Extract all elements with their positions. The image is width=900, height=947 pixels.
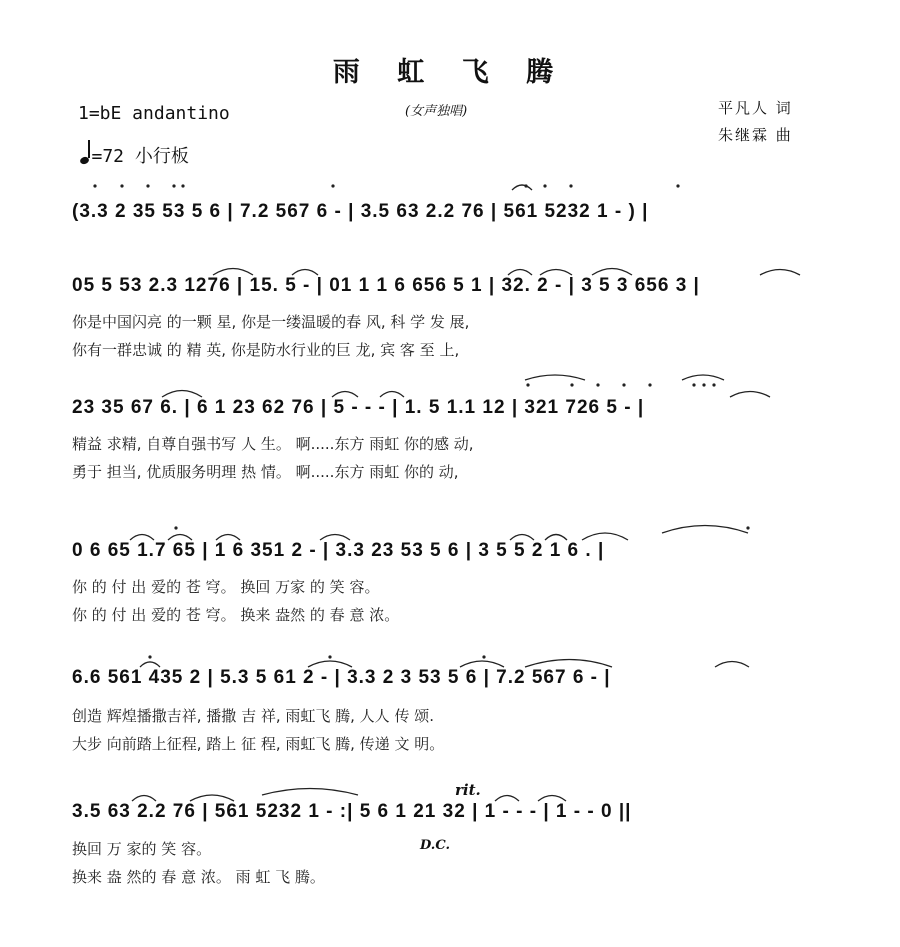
slur-mark: [460, 661, 504, 667]
slur-mark: [332, 392, 358, 398]
slur-mark: [508, 270, 532, 276]
score-line-6-notes: 3.5 63 2.2 76 | 561 5232 1 - :| 5 6 1 21 32 | 1 - - - | 1 - - 0 ||: [72, 801, 632, 822]
score-line-5-lyrics-verse-1: 创造 辉煌播撒吉祥, 播撒 吉 祥, 雨虹飞 腾, 人人 传 颂.: [72, 707, 434, 725]
dc-marking: D.C.: [420, 838, 450, 853]
octave-dot: [120, 184, 123, 187]
slur-mark: [130, 535, 154, 541]
slur-mark: [308, 661, 352, 667]
score-line-5-lyrics-verse-2: 大步 向前踏上征程, 踏上 征 程, 雨虹飞 腾, 传递 文 明。: [72, 735, 445, 753]
octave-dot: [676, 184, 679, 187]
slur-mark: [292, 270, 318, 276]
slur-mark: [132, 796, 156, 802]
score-line-4-lyrics-verse-2: 你 的 付 出 爱的 苍 穹。 换来 盎然 的 春 意 浓。: [72, 606, 400, 624]
octave-dot: [596, 383, 599, 386]
slur-mark: [380, 392, 404, 398]
score-line-1-notes: (3.3 2 35 53 5 6 | 7.2 567 6 - | 3.5 63 2.2 76 | 561 5232 1 - ) |: [72, 201, 649, 222]
performance-note: (女声独唱): [405, 104, 468, 119]
octave-dot: [692, 383, 695, 386]
octave-dot: [331, 184, 334, 187]
slur-mark: [168, 535, 192, 541]
octave-dot: [648, 383, 651, 386]
octave-dot: [570, 383, 573, 386]
slur-mark: [662, 526, 748, 534]
score-line-5-notes: 6.6 561 435 2 | 5.3 5 61 2 - | 3.3 2 3 53 5 6 | 7.2 567 6 - |: [72, 667, 611, 688]
octave-dot: [746, 526, 749, 529]
composer-credit: 朱继霖 曲: [718, 126, 793, 144]
tempo-text: =72 小行板: [91, 146, 189, 167]
slur-mark: [190, 795, 234, 801]
slur-mark: [140, 662, 160, 667]
slur-mark: [162, 391, 202, 398]
score-line-4-lyrics-verse-1: 你 的 付 出 爱的 苍 穹。 换回 万家 的 笑 容。: [72, 578, 380, 596]
octave-dot: [146, 184, 149, 187]
ritardando-marking: rit.: [455, 781, 481, 799]
slur-mark: [545, 535, 567, 541]
slur-mark: [320, 535, 350, 541]
score-line-3-lyrics-verse-1: 精益 求精, 自尊自强书写 人 生。 啊.....东方 雨虹 你的感 动,: [72, 435, 474, 453]
octave-dot: [172, 184, 175, 187]
slur-mark: [715, 662, 749, 668]
slur-mark: [525, 660, 612, 668]
score-line-6-lyrics-verse-1: 换回 万 家的 笑 容。: [72, 840, 212, 858]
octave-dot: [181, 184, 184, 187]
slur-mark: [512, 185, 532, 190]
score-line-4-notes: 0 6 65 1.7 65 | 1 6 351 2 - | 3.3 23 53 5 6 | 3 5 5 2 1 6 . |: [72, 540, 605, 561]
slur-mark: [216, 535, 240, 541]
octave-dot: [174, 526, 177, 529]
slur-mark: [213, 269, 253, 276]
octave-dot: [543, 184, 546, 187]
octave-dot: [712, 383, 715, 386]
slur-mark: [540, 270, 572, 276]
octave-dot: [524, 184, 527, 187]
slur-mark: [582, 533, 628, 540]
octave-dot: [93, 184, 96, 187]
octave-dot: [526, 383, 529, 386]
octave-dot: [328, 655, 331, 658]
slur-mark: [682, 375, 724, 380]
slur-mark: [592, 269, 632, 276]
slur-mark: [760, 270, 800, 276]
octave-dots: [93, 184, 749, 658]
octave-dot: [702, 383, 705, 386]
score-line-2-lyrics-verse-1: 你是中国闪亮 的一颗 星, 你是一缕温暖的春 风, 科 学 发 展,: [72, 313, 470, 331]
slur-mark: [730, 392, 770, 398]
slur-mark: [510, 535, 534, 541]
octave-dot: [622, 383, 625, 386]
song-title: 雨 虹 飞 腾: [332, 57, 568, 88]
slur-mark: [525, 375, 585, 380]
octave-dot: [569, 184, 572, 187]
score-line-3-notes: 23 35 67 6. | 6 1 23 62 76 | 5 - - - | 1. 5 1.1 12 | 321 726 5 - |: [72, 397, 645, 418]
score-line-2-notes: 05 5 53 2.3 1276 | 15. 5 - | 01 1 1 6 656 5 1 | 32. 2 - | 3 5 3 656 3 |: [72, 275, 700, 296]
key-signature: 1=bE andantino: [78, 103, 230, 124]
octave-dot: [148, 655, 151, 658]
score-line-6-lyrics-verse-2: 换来 盎 然的 春 意 浓。 雨 虹 飞 腾。: [72, 868, 325, 886]
octave-dot: [482, 655, 485, 658]
slur-arcs: [130, 185, 800, 801]
score-line-3-lyrics-verse-2: 勇于 担当, 优质服务明理 热 情。 啊.....东方 雨虹 你的 动,: [72, 463, 459, 481]
slur-mark: [538, 796, 566, 802]
score-line-2-lyrics-verse-2: 你有一群忠诚 的 精 英, 你是防水行业的巨 龙, 宾 客 至 上,: [72, 341, 460, 359]
lyricist-credit: 平凡人 词: [718, 99, 793, 117]
slur-mark: [262, 789, 358, 796]
slur-mark: [495, 796, 519, 802]
